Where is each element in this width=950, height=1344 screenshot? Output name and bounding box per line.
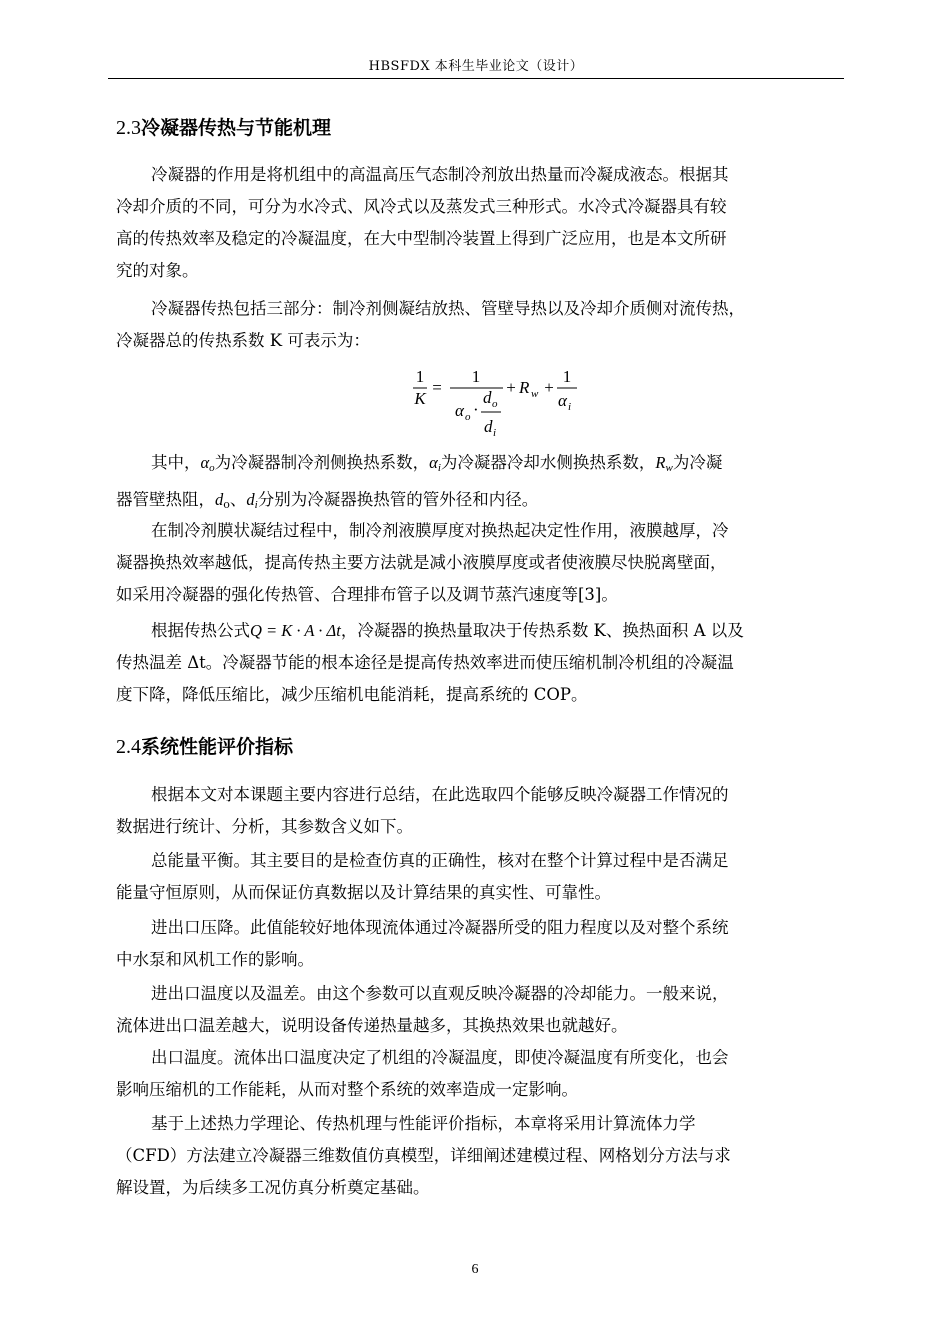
symbol-subscript: i [254,499,258,511]
text-run: 为冷凝器冷却水侧换热系数， [440,453,656,472]
page-number: 6 [471,1262,479,1277]
text-line: 总能量平衡。其主要目的是检查仿真的正确性，核对在整个计算过程中是否满足 [151,851,729,870]
text-line: 冷凝器总的传热系数 K 可表示为： [116,331,370,350]
paragraph-condenser-role [116,159,836,287]
formula-alpha-i: α [558,391,567,410]
formula-numerator-one: 1 [415,367,425,386]
text-run: 分别为冷凝器换热管的管外径和内径。 [257,490,539,509]
text-line: 究的对象。 [116,261,199,280]
formula-dot: · [473,400,479,419]
section-title: 系统性能评价指标 [141,736,294,758]
text-line: 冷凝器的作用是将机组中的高温高压气态制冷剂放出热量而冷凝成液态。根据其 [151,165,729,184]
section-2-4-heading [116,735,293,759]
text-line: 流体进出口温差越大，说明设备传递热量越多，其换热效果也就越好。 [116,1016,628,1035]
paragraph-pressure-drop [116,912,836,976]
text-line: 解设置，为后续多工况仿真分析奠定基础。 [116,1178,430,1197]
text-line: 传热温差 Δt。冷凝器节能的根本途径是提高传热效率进而使压缩机制冷机组的冷凝温 [116,653,734,672]
paragraph-metrics-intro [116,779,836,843]
text-line: 冷却介质的不同，可分为水冷式、风冷式以及蒸发式三种形式。水冷式冷凝器具有较 [116,197,727,216]
symbol-alpha: α [429,453,438,472]
formula-subscript-i: i [493,427,497,439]
symbol-subscript: o [223,498,230,511]
text-run: 其中， [151,453,201,472]
text-line: 中水泵和风机工作的影响。 [116,950,314,969]
text-line [116,447,836,484]
section-number: 2.4 [116,736,141,758]
text-line: 数据进行统计、分析，其参数含义如下。 [116,817,413,836]
section-title: 冷凝器传热与节能机理 [141,117,332,139]
formula-plus: + [506,378,516,397]
formula-subscript-w: w [531,388,539,400]
text-line: 如采用冷凝器的强化传热管、合理排布管子以及调节蒸汽速度等[3]。 [116,585,618,604]
text-line: 基于上述热力学理论、传热机理与性能评价指标，本章将采用计算流体力学 [151,1114,696,1133]
paragraph-outlet-temperature [116,1042,836,1106]
text-line: 能量守恒原则，从而保证仿真数据以及计算结果的真实性、可靠性。 [116,883,611,902]
formula-subscript-o: o [492,398,498,410]
text-run: 根据传热公式 [151,621,250,640]
paragraph-temperature-difference [116,978,836,1042]
section-number: 2.3 [116,117,141,139]
text-line: 进出口压降。此值能较好地体现流体通过冷凝器所受的阻力程度以及对整个系统 [151,918,729,937]
formula-numerator-one: 1 [562,367,572,386]
text-line: 冷凝器传热包括三部分：制冷剂侧凝结放热、管壁导热以及冷却介质侧对流传热， [151,299,745,318]
formula-K: K [414,389,426,408]
symbol-subscript: o [209,462,215,474]
section-2-3-heading [116,116,331,140]
formula-subscript-o: o [465,411,471,423]
text-line: 在制冷剂膜状凝结过程中，制冷剂液膜厚度对换热起决定性作用，液膜越厚，冷 [151,521,729,540]
text-run: 为冷凝器制冷剂侧换热系数， [214,453,430,472]
formula-numerator-one: 1 [471,367,481,386]
text-line: 度下降，降低压缩比，减少压缩机电能消耗，提高系统的 COP。 [116,685,588,704]
paragraph-energy-balance [116,845,836,909]
text-run: 为冷凝 [672,453,723,472]
text-line: 影响压缩机的工作能耗，从而对整个系统的效率造成一定影响。 [116,1080,578,1099]
symbol-R: R [655,453,666,472]
paragraph-heat-transfer-parts [116,293,836,357]
formula-subscript-i: i [568,401,572,413]
text-line: 凝器换热效率越低，提高传热主要方法就是减小液膜厚度或者使液膜尽快脱离壁面， [116,553,727,572]
paragraph-symbol-definitions [116,447,836,521]
symbol-alpha: α [200,453,210,472]
symbol-subscript: w [665,462,673,474]
formula-d-o: d [483,388,492,407]
text-line [116,615,836,647]
text-line: 根据本文对本课题主要内容进行总结，在此选取四个能够反映冷凝器工作情况的 [151,785,729,804]
inline-equation: Q = K · A · Δt [250,621,341,640]
text-line: 高的传热效率及稳定的冷凝温度，在大中型制冷装置上得到广泛应用，也是本文所研 [116,229,727,248]
formula-d-i: d [484,417,493,436]
formula-alpha-o: α [455,401,464,420]
symbol-subscript: i [437,462,441,474]
paragraph-energy-saving [116,615,836,711]
formula-equals: = [432,378,442,397]
formula-plus: + [544,378,554,397]
text-run: 、 [229,490,247,509]
formula-R: R [519,378,530,397]
paragraph-film-condensation [116,515,836,611]
heat-transfer-coefficient-formula [410,360,610,444]
page-header: HBSFDX 本科生毕业论文（设计） [108,56,844,79]
text-run: 器管壁热阻， [116,490,215,509]
text-line: 出口温度。流体出口温度决定了机组的冷凝温度，即使冷凝温度有所变化，也会 [151,1048,729,1067]
symbol-d: d [246,490,255,509]
text-line: 进出口温度以及温差。由这个参数可以直观反映冷凝器的冷却能力。一般来说， [151,984,729,1003]
paragraph-chapter-summary [116,1108,836,1204]
text-run: ，冷凝器的换热量取决于传热系数 K、换热面积 A 以及 [340,621,744,640]
symbol-d: d [215,490,224,509]
text-line: （CFD）方法建立冷凝器三维数值仿真模型，详细阐述建模过程、网格划分方法与求 [116,1146,731,1165]
